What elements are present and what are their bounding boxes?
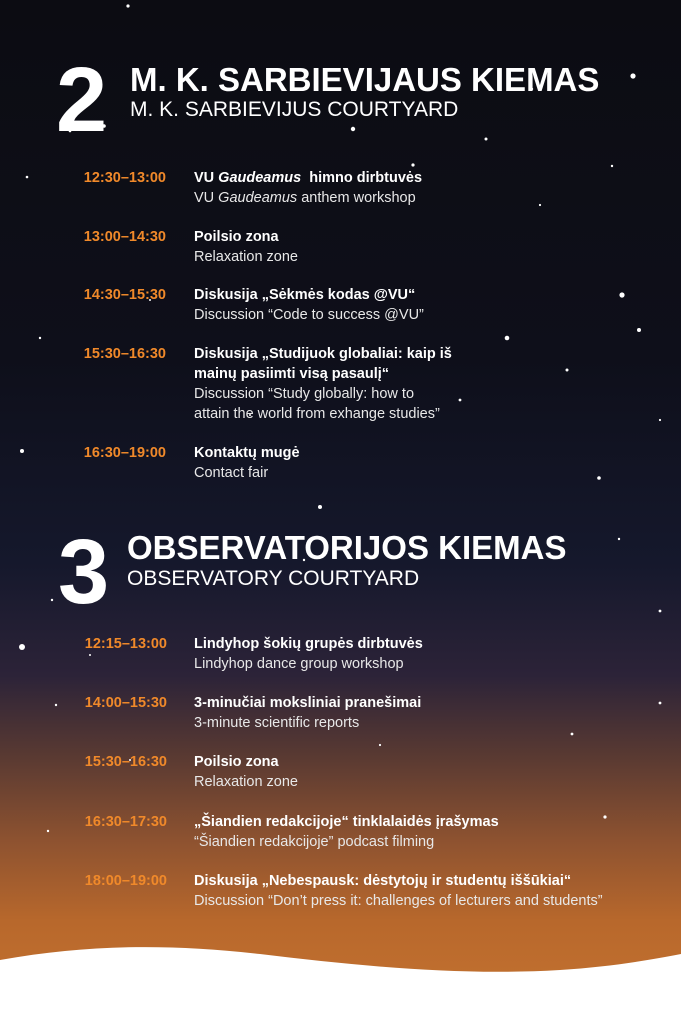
- event-subtitle: Contact fair: [194, 465, 269, 481]
- event-subtitle-line-2: attain the world from exhange studies”: [194, 406, 440, 422]
- event-subtitle: Discussion “Code to success @VU”: [194, 307, 424, 323]
- event-title: VU Gaudeamus himno dirbtuvės: [194, 170, 423, 186]
- event-title-line-1: Diskusija „Studijuok globaliai: kaip iš: [194, 346, 452, 362]
- event-title: Diskusija „Sėkmės kodas @VU“: [194, 287, 416, 303]
- event-subtitle: VU Gaudeamus anthem workshop: [194, 190, 416, 206]
- event-subtitle: Lindyhop dance group workshop: [194, 656, 404, 672]
- event-subtitle: 3-minute scientific reports: [194, 715, 360, 731]
- event-time: 14:30–15:30: [83, 287, 166, 303]
- event-title: „Šiandien redakcijoje“ tinklalaidės įrašymas: [194, 814, 499, 830]
- event-subtitle: Relaxation zone: [194, 249, 298, 265]
- section-title: M. K. SARBIEVIJAUS KIEMAS: [130, 61, 600, 98]
- event-time: 13:00–14:30: [83, 229, 166, 245]
- event-subtitle-line-1: Discussion “Study globally: how to: [194, 386, 415, 402]
- event-title: 3-minučiai moksliniai pranešimai: [194, 695, 422, 711]
- event-title: Poilsio zona: [194, 229, 279, 245]
- event-subtitle: Relaxation zone: [194, 774, 298, 790]
- event-title-line-2: mainų pasiimti visą pasaulį“: [194, 366, 390, 382]
- white-wave-footer: [0, 930, 681, 1024]
- section-number: 3: [58, 521, 110, 623]
- event-subtitle: “Šiandien redakcijoje” podcast filming: [194, 834, 435, 850]
- event-time: 16:30–17:30: [84, 814, 167, 830]
- event-time: 15:30–16:30: [84, 754, 167, 770]
- section-subtitle: OBSERVATORY COURTYARD: [127, 567, 420, 590]
- section-title: OBSERVATORIJOS KIEMAS: [127, 529, 567, 566]
- event-time: 12:30–13:00: [83, 170, 166, 186]
- event-time: 18:00–19:00: [84, 873, 167, 889]
- event-title: Diskusija „Nebespausk: dėstytojų ir studentų iššūkiai“: [194, 873, 572, 889]
- section-number: 2: [56, 49, 108, 151]
- event-time: 14:00–15:30: [84, 695, 167, 711]
- event-time: 16:30–19:00: [83, 445, 166, 461]
- event-time: 12:15–13:00: [84, 636, 167, 652]
- event-title: Poilsio zona: [194, 754, 279, 770]
- event-title: Lindyhop šokių grupės dirbtuvės: [194, 636, 423, 652]
- event-title: Kontaktų mugė: [194, 445, 300, 461]
- section-subtitle: M. K. SARBIEVIJUS COURTYARD: [130, 98, 459, 121]
- event-time: 15:30–16:30: [83, 346, 166, 362]
- event-subtitle: Discussion “Don’t press it: challenges of lecturers and students”: [194, 893, 603, 909]
